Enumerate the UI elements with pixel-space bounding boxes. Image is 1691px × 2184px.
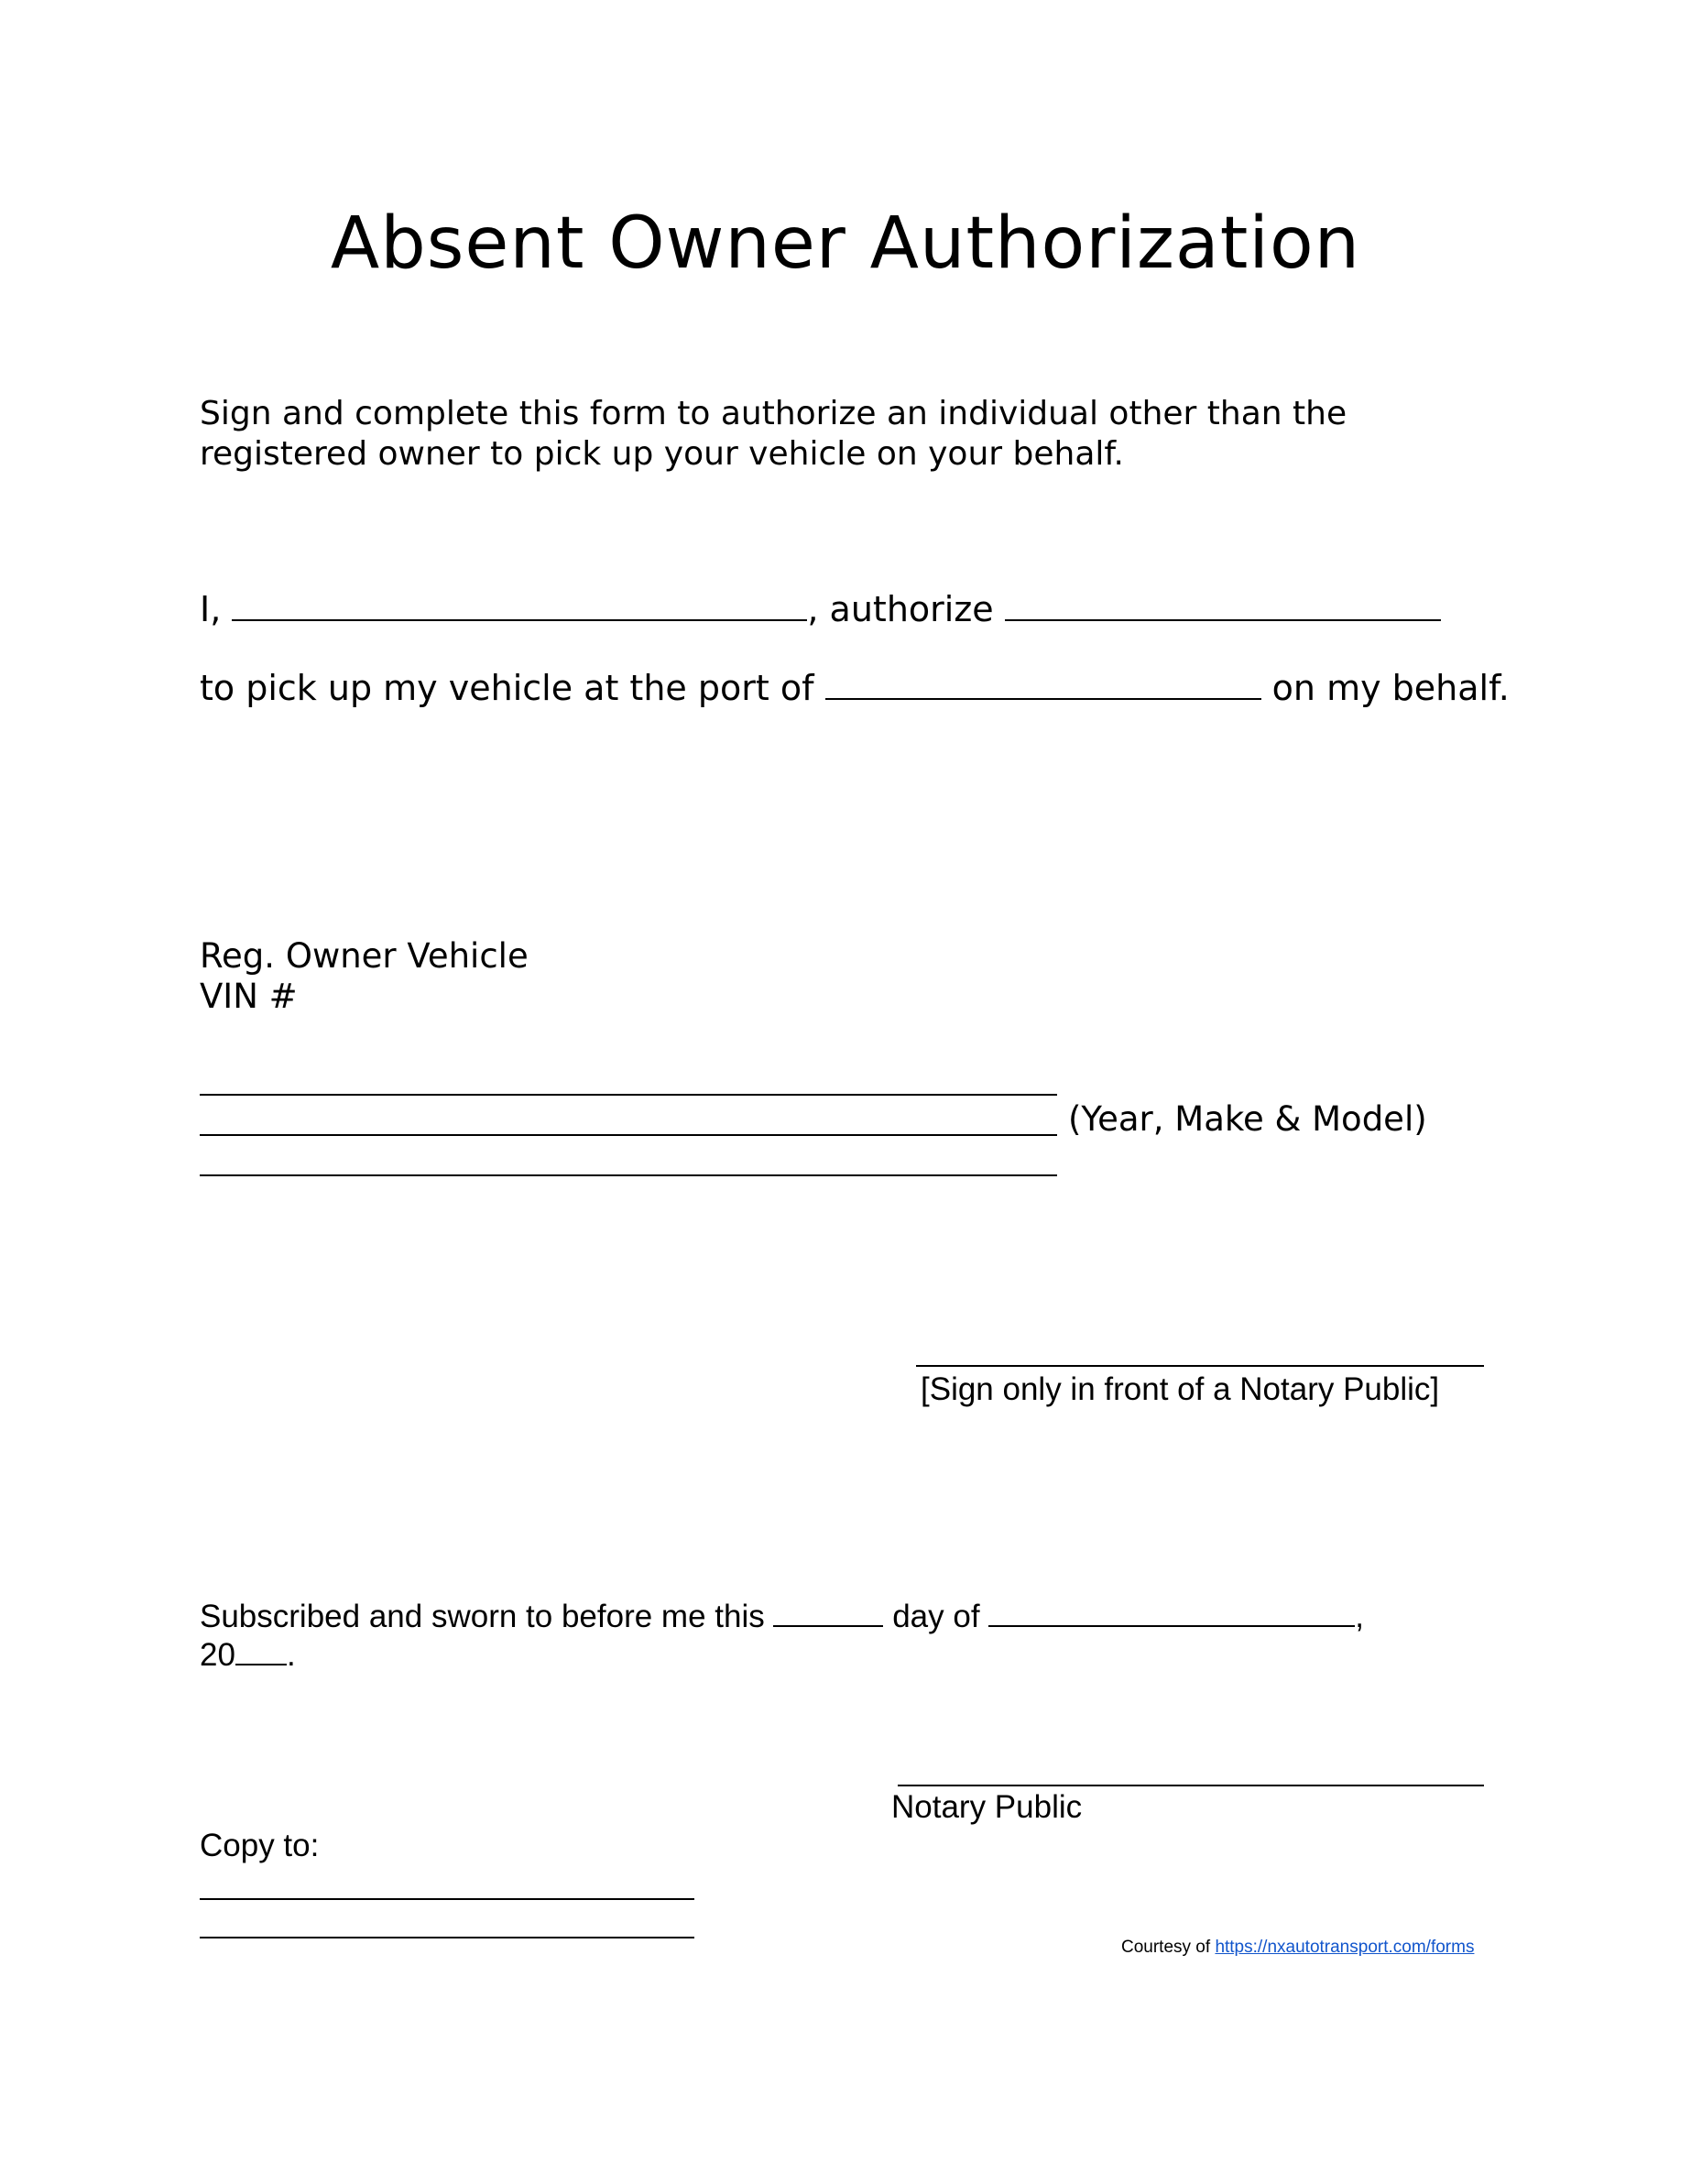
intro-line-2: registered owner to pick up your vehicle on your behalf. [200,435,1124,473]
sworn-statement-line-2 [200,1636,296,1675]
sworn-statement-line-1 [200,1598,1364,1636]
authorization-prefix: I, [200,589,222,629]
authorization-line-1 [200,588,1441,630]
courtesy-link[interactable]: https://nxautotransport.com/forms [1215,1938,1475,1957]
pickup-suffix: on my behalf. [1271,668,1510,708]
footer-courtesy [1121,1937,1474,1959]
authorization-line-2 [200,667,1510,709]
copy-to-line-1[interactable] [200,1898,694,1900]
day-blank[interactable] [773,1598,883,1627]
year-suffix: . [286,1637,296,1673]
vehicle-blank-line-3[interactable] [200,1174,1057,1176]
vehicle-labels [200,936,529,1017]
owner-signature-line[interactable] [916,1365,1484,1367]
month-blank[interactable] [988,1598,1355,1627]
copy-to-label: Copy to: [200,1828,320,1863]
authorize-text: , authorize [807,589,994,629]
port-blank[interactable] [825,667,1261,700]
notary-signature-line[interactable] [898,1785,1484,1786]
vehicle-blank-line-2[interactable] [200,1134,1057,1136]
sworn-text-a: Subscribed and sworn to before me this [200,1599,765,1634]
year-prefix: 20 [200,1637,235,1673]
vehicle-blank-line-1[interactable] [200,1094,1057,1096]
courtesy-text: Courtesy of [1121,1938,1211,1957]
authorized-person-blank[interactable] [1005,588,1441,621]
year-blank[interactable] [235,1636,287,1665]
sworn-text-c: , [1355,1599,1365,1634]
intro-line-1: Sign and complete this form to authorize an individual other than the [200,395,1347,432]
intro-paragraph [200,394,1482,475]
vin-label: VIN # [200,977,298,1016]
pickup-prefix: to pick up my vehicle at the port of [200,668,814,708]
reg-owner-vehicle-label: Reg. Owner Vehicle [200,936,529,976]
sworn-text-b: day of [892,1599,980,1634]
copy-to-line-2[interactable] [200,1937,694,1938]
page-title: Absent Owner Authorization [330,202,1361,285]
signature-note: [Sign only in front of a Notary Public] [921,1371,1440,1407]
year-make-model-label: (Year, Make & Model) [1068,1099,1427,1139]
notary-public-label: Notary Public [891,1789,1083,1825]
owner-name-blank[interactable] [232,588,807,621]
